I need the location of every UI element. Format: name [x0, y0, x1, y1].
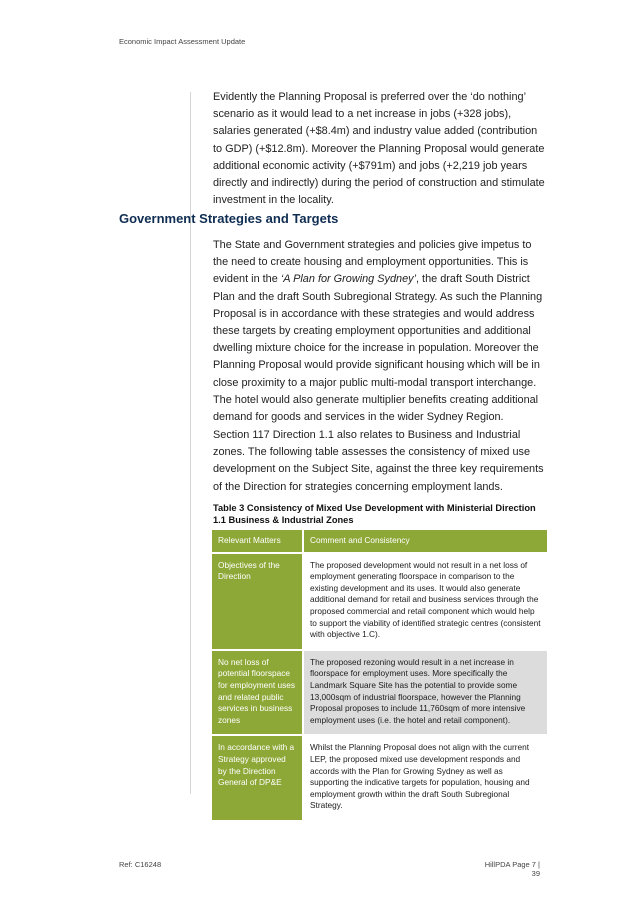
row-comment: The proposed rezoning would result in a net increase in floorspace for employment uses. More specifically the Landmark Square Site has the potential to provide some 13,000sqm of industrial floorspace, however the Planning Proposal proposes to include 11,760sqm of more intensive employment uses (i.e. the hotel and retail component). — [302, 649, 547, 735]
consistency-table — [212, 530, 547, 820]
paragraph-strategies-start: The State and Government strategies and policies give impetus to the need to create housing and employment opportunities. This is evident in the — [213, 239, 532, 286]
paragraph-strategies — [213, 237, 549, 426]
header-comment-consistency: Comment and Consistency — [302, 530, 547, 552]
row-matter: No net loss of potential floorspace for employment uses and related public services in business zones — [212, 649, 302, 735]
header-relevant-matters: Relevant Matters — [212, 530, 302, 552]
footer-page-number: HillPDA Page 7 | 39 — [484, 860, 540, 878]
paragraph-evidently: Evidently the Planning Proposal is preferred over the ‘do nothing’ scenario as it would lead to a net increase in jobs (+328 jobs), salaries generated (+$8.4m) and industry value added (contribution to GDP) (+$12.8m). Moreover the Planning Proposal would generate additional economic activity (+$791m) and jobs (+2,219 job years directly and indirectly) during the period of construction and stimulate investment in the locality. — [213, 91, 545, 207]
table-caption: Table 3 Consistency of Mixed Use Development with Ministerial Direction 1.1 Business & Industrial Zones — [213, 503, 536, 525]
table-row — [212, 552, 547, 649]
footer-reference: Ref: C16248 — [119, 860, 162, 869]
row-matter: Objectives of the Direction — [212, 552, 302, 649]
table-header-row — [212, 530, 547, 552]
paragraph-section117: Section 117 Direction 1.1 also relates to Business and Industrial zones. The following table assesses the consistency of mixed use development on the Subject Site, against the three key requirements of the Direction for strategies concerning employment lands. — [213, 429, 544, 493]
plan-title-italic: ‘A Plan for Growing Sydney’ — [280, 273, 416, 286]
row-matter: In accordance with a Strategy approved by the Direction General of DP&E — [212, 734, 302, 820]
running-header: Economic Impact Assessment Update — [119, 37, 246, 46]
table-row — [212, 649, 547, 735]
margin-rule — [190, 92, 191, 794]
paragraph-strategies-end: , the draft South District Plan and the draft South Subregional Strategy. As such the Planning Proposal is in accordance with these strategies and would address these targets by creating employment opportunities and additional dwelling mixture choice for the increase in population. Moreover the Planning Proposal would provide significant housing which will be in close proximity to a major public multi-modal transport interchange. The hotel would also generate multiplier benefits creating additional demand for goods and services in the wider Sydney Region. — [213, 273, 543, 424]
table-row — [212, 734, 547, 820]
row-comment: The proposed development would not result in a net loss of employment generating floorspace in comparison to the existing development and its uses. It would also generate additional demand for retail and business services through the proposed commercial and retail component which would help to support the viability of identified strategic centres (consistent with objective 1.C). — [302, 552, 547, 649]
row-comment: Whilst the Planning Proposal does not align with the current LEP, the proposed mixed use development responds and accords with the Plan for Growing Sydney as well as supporting the indicative targets for population, housing and employment growth within the draft South Subregional Strategy. — [302, 734, 547, 820]
section-heading: Government Strategies and Targets — [119, 211, 339, 226]
